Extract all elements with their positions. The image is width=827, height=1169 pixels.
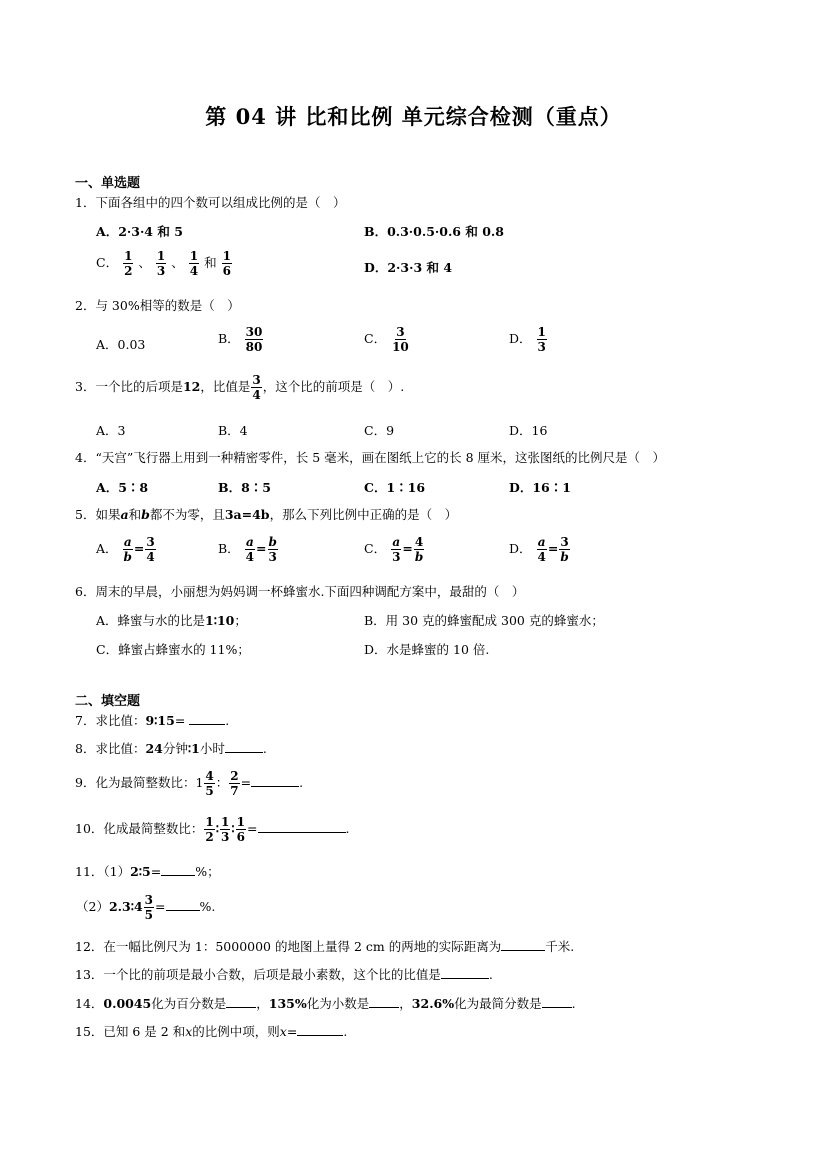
- colon: ∶: [215, 821, 220, 836]
- separator: 、: [171, 255, 184, 270]
- text: （2）: [76, 899, 109, 914]
- option-label: D．: [509, 331, 532, 346]
- section-single-choice: 一、单选题: [75, 176, 141, 191]
- text: 千米.: [545, 939, 575, 954]
- q5-option-b: [218, 536, 279, 563]
- text: 化为小数是: [306, 996, 370, 1011]
- denominator: 4: [252, 388, 261, 402]
- text: ，: [256, 996, 269, 1011]
- q4-option-b: B．8∶5: [218, 480, 271, 495]
- text: .: [343, 1024, 348, 1039]
- denominator: 3: [392, 550, 401, 564]
- variable: x: [185, 1024, 193, 1039]
- denominator: 3: [221, 830, 230, 844]
- value: 0.0045: [103, 996, 152, 1011]
- fraction: [537, 536, 547, 563]
- text: 化为百分数是: [151, 996, 227, 1011]
- fraction: [251, 374, 261, 401]
- numerator: 2: [230, 769, 239, 783]
- text: 5．如果: [75, 507, 121, 522]
- text: 12．在一幅比例尺为 1：5000000 的地图上量得 2 cm 的两地的实际距离为: [75, 939, 502, 954]
- question-13: [75, 965, 493, 983]
- denominator: 4: [245, 550, 255, 564]
- colon: ∶: [231, 821, 235, 836]
- denominator: b: [123, 550, 132, 564]
- q6-option-d: D．水是蜂蜜的 10 倍.: [364, 642, 490, 657]
- text: =: [174, 713, 186, 728]
- denominator: 4: [189, 264, 199, 278]
- question-10: [75, 816, 349, 843]
- q1-option-b: B．0.3·0.5·0.6 和 0.8: [364, 224, 504, 239]
- denominator: 80: [245, 340, 263, 354]
- q2-option-c: [364, 326, 411, 353]
- equals: =: [155, 899, 166, 914]
- numerator: 3: [396, 325, 405, 339]
- denominator: 3: [156, 264, 166, 278]
- whole-number: 1: [195, 775, 204, 790]
- question-11-part-1: [75, 862, 220, 880]
- equals: =: [286, 1024, 298, 1039]
- expression: 9∶15: [145, 713, 175, 728]
- fraction: [156, 250, 166, 277]
- question-11-part-2: [76, 894, 215, 921]
- equals: =: [240, 775, 252, 790]
- text: .: [571, 996, 576, 1011]
- variable: x: [279, 1024, 287, 1039]
- q2-option-a: A．0.03: [96, 337, 146, 352]
- numerator: 1: [156, 249, 166, 263]
- number-label: 14．: [75, 996, 104, 1011]
- question-14: [75, 994, 576, 1012]
- numerator: 1: [205, 815, 214, 829]
- text: .: [299, 775, 304, 790]
- q5-option-a: [96, 536, 157, 563]
- answer-blank[interactable]: [161, 865, 195, 876]
- fraction: [391, 536, 401, 563]
- text: 3．一个比的后项是: [75, 379, 183, 394]
- fraction: [189, 250, 199, 277]
- text: %；: [195, 864, 220, 879]
- question-9: [75, 770, 303, 797]
- value: 32.6%: [411, 996, 455, 1011]
- text: .: [488, 967, 493, 982]
- fraction: [204, 770, 214, 797]
- text: A．蜂蜜与水的比是: [96, 613, 206, 628]
- option-label: A．: [96, 541, 118, 556]
- number: 1: [191, 741, 200, 756]
- numerator: 3: [144, 893, 154, 907]
- answer-blank[interactable]: [542, 997, 572, 1008]
- fraction: [123, 536, 133, 563]
- section-fill-in: 二、填空题: [75, 694, 141, 709]
- question-7: [75, 711, 229, 729]
- q3-option-a: A．3: [96, 423, 126, 438]
- text: .: [345, 821, 350, 836]
- number: 12: [182, 379, 201, 394]
- answer-blank[interactable]: [226, 997, 256, 1008]
- fraction: [391, 326, 410, 353]
- option-label: C．: [96, 255, 119, 270]
- equals: =: [402, 541, 413, 556]
- and-text: 和: [204, 255, 217, 270]
- text: ，这个比的前项是（ ）.: [262, 379, 405, 394]
- equals: =: [547, 541, 559, 556]
- fraction: [145, 536, 155, 563]
- fraction: [220, 816, 230, 843]
- text: ，那么下列比例中正确的是（ ）: [269, 507, 458, 522]
- numerator: 3: [252, 373, 261, 387]
- equals: =: [150, 864, 162, 879]
- numerator: 1: [124, 249, 133, 263]
- numerator: 1: [221, 815, 230, 829]
- variable: b: [141, 507, 150, 522]
- text: 11．（1）: [75, 864, 131, 879]
- expression: 2∶5: [130, 864, 151, 879]
- answer-blank[interactable]: [297, 1025, 343, 1036]
- numerator: 3: [560, 535, 569, 549]
- value: 135%: [268, 996, 307, 1011]
- text: %.: [199, 899, 216, 914]
- q6-option-a: [96, 611, 247, 629]
- text: 分钟: [162, 741, 188, 756]
- numerator: a: [123, 535, 132, 549]
- q5-option-c: [364, 536, 425, 563]
- equation: 3a=4b: [224, 507, 270, 522]
- denominator: 6: [222, 264, 231, 278]
- question-8: [75, 739, 267, 757]
- separator: 、: [138, 255, 151, 270]
- q6-option-b: B．用 30 克的蜂蜜配成 300 克的蜂蜜水；: [364, 613, 604, 628]
- denominator: 2: [205, 830, 214, 844]
- fraction: [537, 326, 547, 353]
- numerator: a: [537, 535, 546, 549]
- denominator: 6: [236, 830, 246, 844]
- text: 化为最简分数是: [454, 996, 542, 1011]
- numerator: 4: [205, 769, 214, 783]
- q3-option-d: D．16: [509, 423, 548, 438]
- numerator: a: [392, 535, 401, 549]
- numerator: 1: [537, 325, 546, 339]
- fraction: [245, 536, 255, 563]
- fraction: [222, 250, 232, 277]
- question-1-stem: 1．下面各组中的四个数可以组成比例的是（ ）: [75, 195, 346, 210]
- q1-option-a: A．2·3·4 和 5: [96, 224, 183, 239]
- text: 7．求比值：: [75, 713, 146, 728]
- text: 9．化为最简整数比：: [75, 775, 196, 790]
- numerator: a: [245, 535, 254, 549]
- number: 24: [145, 741, 163, 756]
- denominator: 2: [124, 264, 133, 278]
- equals: =: [133, 541, 145, 556]
- equals: =: [256, 541, 267, 556]
- option-label: C．: [364, 541, 387, 556]
- denominator: b: [414, 550, 424, 564]
- option-label: B．: [218, 541, 240, 556]
- q4-option-a: A．5∶8: [96, 480, 149, 495]
- text: .: [262, 741, 267, 756]
- option-label: D．: [509, 541, 532, 556]
- q3-option-c: C．9: [364, 423, 395, 438]
- fraction: [236, 816, 246, 843]
- option-label: B．: [218, 331, 240, 346]
- text: 小时: [199, 741, 225, 756]
- colon: ∶: [187, 741, 192, 756]
- answer-blank[interactable]: [251, 776, 299, 787]
- q1-option-d: D．2·3·3 和 4: [364, 260, 453, 275]
- ratio: 1∶10: [205, 613, 235, 628]
- question-4-stem: 4．“天宫”飞行器上用到一种精密零件，长 5 毫米，画在图纸上它的长 8 厘米，这张图纸的比例尺是（ ）: [75, 450, 666, 465]
- option-label: C．: [364, 331, 387, 346]
- denominator: 4: [537, 550, 546, 564]
- expression: 2.3∶4: [108, 899, 143, 914]
- question-12: [75, 937, 574, 955]
- text: 都不为零，且: [149, 507, 225, 522]
- q2-option-b: [218, 326, 264, 353]
- fraction: [123, 250, 133, 277]
- fraction: [268, 536, 278, 563]
- question-15: [75, 1022, 347, 1040]
- text: 10．化成最简整数比：: [75, 821, 204, 836]
- answer-blank[interactable]: [258, 822, 346, 833]
- text: .: [225, 713, 230, 728]
- numerator: 1: [189, 249, 199, 263]
- denominator: 10: [392, 340, 409, 354]
- numerator: 4: [414, 535, 424, 549]
- question-6-stem: 6．周末的早晨，小丽想为妈妈调一杯蜂蜜水.下面四种调配方案中，最甜的（ ）: [75, 584, 525, 599]
- fraction: [144, 894, 154, 921]
- q5-option-d: [509, 536, 571, 563]
- denominator: 4: [146, 550, 155, 564]
- text: 15．已知 6 是 2 和: [75, 1024, 186, 1039]
- q3-option-b: B．4: [218, 423, 248, 438]
- answer-blank[interactable]: [189, 714, 225, 725]
- equals: =: [247, 821, 258, 836]
- q4-option-d: D．16∶1: [509, 480, 571, 495]
- text: ，: [399, 996, 412, 1011]
- fraction: [229, 770, 239, 797]
- numerator: 1: [236, 815, 246, 829]
- colon: ：: [215, 775, 229, 790]
- numerator: 3: [146, 535, 155, 549]
- answer-blank[interactable]: [225, 742, 263, 753]
- text: 13．一个比的前项是最小合数，后项是最小素数，这个比的比值是: [75, 967, 441, 982]
- text: 的比例中项，则: [192, 1024, 280, 1039]
- denominator: 3: [537, 340, 546, 354]
- denominator: 3: [268, 550, 277, 564]
- q1-option-c: [96, 250, 233, 277]
- answer-blank[interactable]: [369, 997, 399, 1008]
- text: ，比值是: [200, 379, 251, 394]
- fraction: [559, 536, 569, 563]
- fraction: [245, 326, 264, 353]
- numerator: 1: [222, 249, 231, 263]
- denominator: 5: [144, 908, 154, 922]
- text: ；: [234, 613, 247, 628]
- fraction: [414, 536, 424, 563]
- denominator: 5: [205, 784, 214, 798]
- answer-blank[interactable]: [441, 968, 489, 979]
- q4-option-c: C．1∶16: [364, 480, 426, 495]
- text: 和: [128, 507, 142, 522]
- answer-blank[interactable]: [166, 900, 200, 911]
- denominator: b: [560, 550, 569, 564]
- text: 8．求比值：: [75, 741, 146, 756]
- q6-option-c: C．蜂蜜占蜂蜜水的 11%；: [96, 642, 250, 657]
- question-5-stem: [75, 505, 457, 523]
- question-3-stem: [75, 374, 404, 401]
- q2-option-d: [509, 326, 548, 353]
- numerator: 30: [245, 325, 263, 339]
- fraction: [204, 816, 214, 843]
- variable: a: [120, 507, 129, 522]
- numerator: b: [268, 535, 277, 549]
- answer-blank[interactable]: [501, 940, 545, 951]
- question-2-stem: 2．与 30%相等的数是（ ）: [75, 298, 240, 313]
- page-title: 第 04 讲 比和比例 单元综合检测（重点）: [205, 104, 622, 129]
- denominator: 7: [230, 784, 239, 798]
